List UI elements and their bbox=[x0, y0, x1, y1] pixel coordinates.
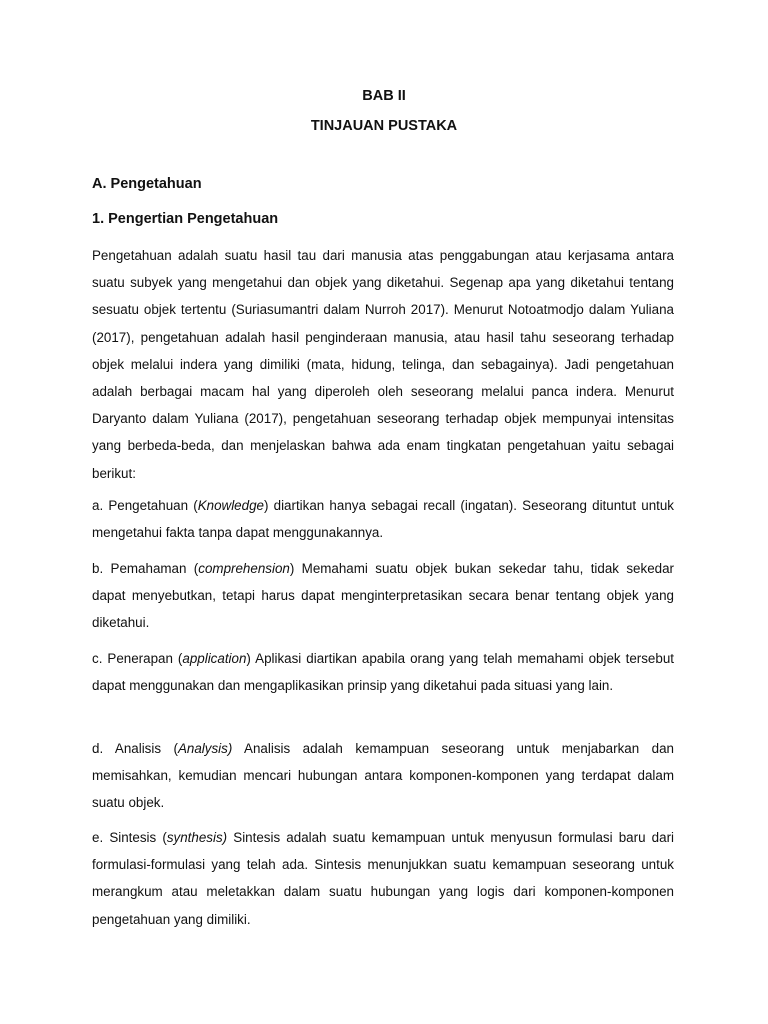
chapter-number: BAB II bbox=[362, 88, 406, 104]
level-paragraph-synthesis bbox=[92, 824, 674, 933]
level-prefix: b. Pemahaman ( bbox=[92, 561, 199, 576]
level-prefix: a. Pengetahuan ( bbox=[92, 498, 198, 513]
level-paragraph-application bbox=[92, 645, 674, 699]
level-text: Sintesis adalah suatu kemampuan untuk menyusun formulasi baru dari formulasi-formulasi yang telah ada. Sintesis menunjukkan suatu kemampuan seseorang untuk merangkum atau meletakkan dalam suatu hubungan yang logis dari komponen-komponen pengetahuan yang dimiliki. bbox=[92, 830, 674, 927]
level-term: comprehension bbox=[198, 561, 290, 576]
level-prefix: c. Penerapan ( bbox=[92, 651, 183, 666]
level-prefix: d. Analisis ( bbox=[92, 741, 178, 756]
level-text: ) Aplikasi diartikan apabila orang yang telah memahami objek tersebut dapat menggunakan dan mengaplikasikan prinsip yang diketahui pada situasi yang lain. bbox=[92, 651, 674, 694]
subsection-heading: 1. Pengertian Pengetahuan bbox=[92, 211, 279, 227]
level-term: Analysis) bbox=[177, 741, 233, 756]
level-term: application bbox=[182, 651, 247, 666]
level-prefix: e. Sintesis ( bbox=[92, 830, 167, 845]
level-term: Knowledge bbox=[197, 498, 264, 513]
level-text: ) diartikan hanya sebagai recall (ingatan). Seseorang dituntut untuk mengetahui fakta tanpa dapat menggunakannya. bbox=[92, 498, 675, 541]
level-text: Analisis adalah kemampuan seseorang untuk menjabarkan dan memisahkan, kemudian mencari hubungan antara komponen-komponen yang terdapat dalam suatu objek. bbox=[92, 741, 674, 811]
level-paragraph-analysis bbox=[92, 735, 674, 817]
intro-paragraph: Pengetahuan adalah suatu hasil tau dari manusia atas penggabungan atau kerjasama antara suatu subyek yang mengetahui dan objek yang diketahui. Segenap apa yang diketahui tentang sesuatu objek tertentu (Suriasumantri dalam Nurroh 2017). Menurut Notoatmodjo dalam Yuliana (2017), pengetahuan adalah hasil penginderaan manusia, atau hasil tahu seseorang terhadap objek melalui indera yang dimiliki (mata, hidung, telinga, dan sebagainya). Jadi pengetahuan adalah berbagai macam hal yang diperoleh oleh seseorang melalui panca indera. Menurut Daryanto dalam Yuliana (2017), pengetahuan seseorang terhadap objek mempunyai intensitas yang berbeda-beda, dan menjelaskan bahwa ada enam tingkatan pengetahuan yaitu sebagai berikut: bbox=[92, 248, 674, 481]
chapter-title: TINJAUAN PUSTAKA bbox=[310, 118, 458, 134]
level-paragraph-comprehension bbox=[92, 555, 674, 637]
level-term: synthesis) bbox=[166, 830, 228, 845]
section-heading: A. Pengetahuan bbox=[92, 176, 202, 192]
level-paragraph-knowledge bbox=[92, 492, 674, 546]
level-text: ) Memahami suatu objek bukan sekedar tahu, tidak sekedar dapat menyebutkan, tetapi harus dapat menginterpretasikan secara benar tentang objek yang diketahui. bbox=[92, 561, 674, 631]
